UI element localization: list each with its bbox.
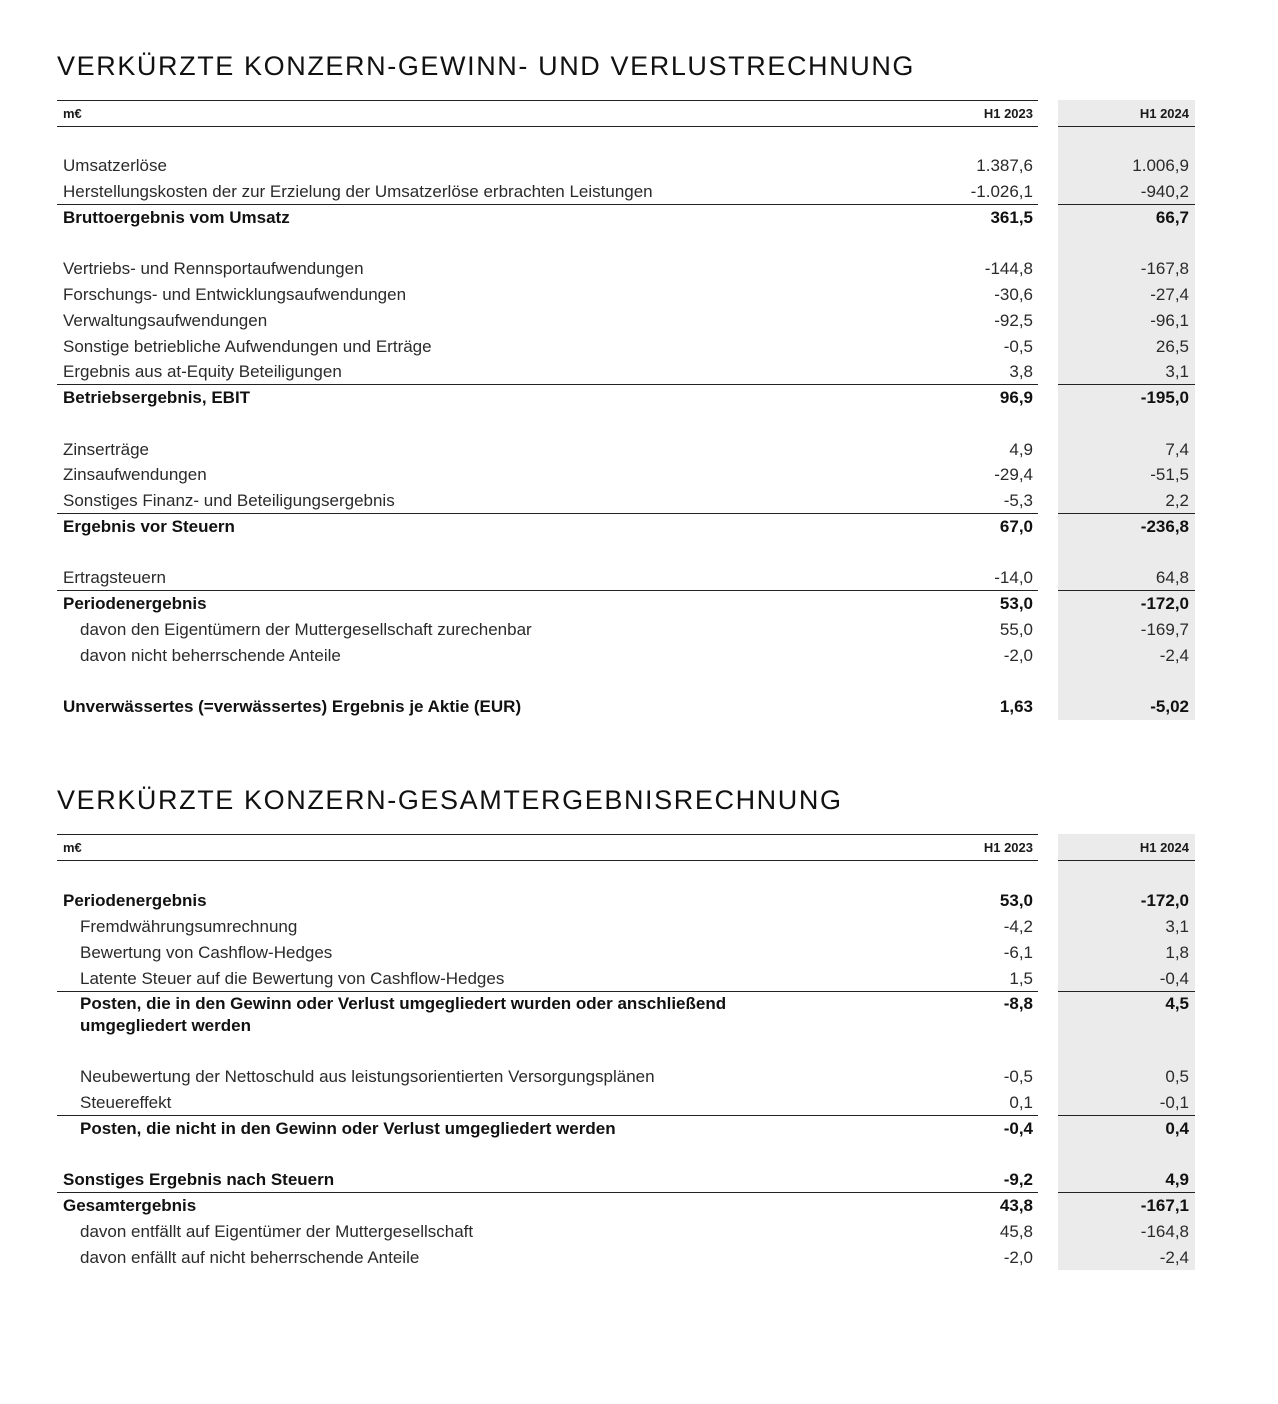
- value-h1-2024: -940,2: [1140, 182, 1189, 201]
- col-header-h1-2024: H1 2024: [1139, 106, 1189, 121]
- subtotal-rule: [57, 204, 1038, 205]
- col-header-h1-2023: H1 2023: [983, 840, 1033, 855]
- row-label: Ertragsteuern: [63, 568, 166, 587]
- table-rule: [57, 834, 1038, 835]
- col-header-h1-2023: H1 2023: [983, 106, 1033, 121]
- value-h1-2024: 3,1: [1165, 917, 1189, 936]
- comprehensive-income-title: VERKÜRZTE KONZERN-GESAMTERGEBNISRECHNUNG: [57, 785, 843, 815]
- value-h1-2024: 66,7: [1155, 208, 1189, 227]
- subtotal-rule: [57, 513, 1038, 514]
- subtotal-rule: [1058, 1192, 1195, 1193]
- value-h1-2023: -1.026,1: [970, 182, 1033, 201]
- value-h1-2023: 361,5: [990, 208, 1033, 227]
- value-h1-2024: 26,5: [1155, 337, 1189, 356]
- value-h1-2023: -8,8: [1003, 994, 1033, 1013]
- value-h1-2024: 7,4: [1165, 440, 1189, 459]
- value-h1-2024: 4,9: [1165, 1170, 1189, 1189]
- value-h1-2024: 0,4: [1165, 1119, 1189, 1138]
- value-h1-2023: -2,0: [1003, 646, 1033, 665]
- value-h1-2023: -0,4: [1003, 1119, 1033, 1138]
- row-label: Ergebnis aus at-Equity Beteiligungen: [63, 362, 342, 381]
- value-h1-2024: 0,5: [1165, 1067, 1189, 1086]
- value-h1-2024: 1.006,9: [1132, 156, 1189, 175]
- subtotal-rule: [1058, 590, 1195, 591]
- row-label: Forschungs- und Entwicklungsaufwendungen: [63, 285, 407, 304]
- subtotal-rule: [57, 1192, 1038, 1193]
- value-h1-2023: -5,3: [1003, 491, 1033, 510]
- value-h1-2024: -172,0: [1140, 594, 1189, 613]
- row-label: Fremdwährungsumrechnung: [80, 917, 298, 936]
- value-h1-2024: 3,1: [1165, 362, 1189, 381]
- value-h1-2024: 4,5: [1165, 994, 1189, 1013]
- subtotal-rule: [57, 384, 1038, 385]
- table-rule: [57, 126, 1038, 127]
- row-label: Latente Steuer auf die Bewertung von Cashflow-Hedges: [80, 969, 505, 988]
- table-rule: [57, 860, 1038, 861]
- row-label: Steuereffekt: [80, 1093, 172, 1112]
- row-label: Posten, die in den Gewinn oder Verlust umgegliedert wurden oder anschließend umgegliedert werden: [80, 994, 727, 1035]
- row-label: davon nicht beherrschende Anteile: [80, 646, 341, 665]
- row-label: Gesamtergebnis: [63, 1196, 197, 1215]
- value-h1-2023: 67,0: [999, 517, 1033, 536]
- col-header-h1-2024: H1 2024: [1139, 840, 1189, 855]
- row-label: Periodenergebnis: [63, 594, 207, 613]
- value-h1-2023: 1.387,6: [976, 156, 1033, 175]
- value-h1-2023: 4,9: [1009, 440, 1033, 459]
- value-h1-2023: -4,2: [1003, 917, 1033, 936]
- value-h1-2024: -5,02: [1150, 697, 1189, 716]
- subtotal-rule: [1058, 384, 1195, 385]
- value-h1-2023: 53,0: [999, 891, 1033, 910]
- value-h1-2024: -51,5: [1150, 465, 1189, 484]
- row-label: Sonstige betriebliche Aufwendungen und Erträge: [63, 337, 432, 356]
- value-h1-2024: -2,4: [1159, 1248, 1189, 1267]
- subtotal-rule: [1058, 1115, 1195, 1116]
- value-h1-2023: 1,63: [999, 697, 1033, 716]
- row-label: Herstellungskosten der zur Erzielung der Umsatzerlöse erbrachten Leistungen: [63, 182, 653, 201]
- value-h1-2023: -9,2: [1003, 1170, 1033, 1189]
- value-h1-2024: 64,8: [1155, 568, 1189, 587]
- value-h1-2023: -144,8: [984, 259, 1033, 278]
- value-h1-2024: -167,8: [1140, 259, 1189, 278]
- subtotal-rule: [1058, 991, 1195, 992]
- row-label: Zinsaufwendungen: [63, 465, 207, 484]
- value-h1-2023: 3,8: [1009, 362, 1033, 381]
- value-h1-2024: -172,0: [1140, 891, 1189, 910]
- row-label: davon den Eigentümern der Muttergesellschaft zurechenbar: [80, 620, 532, 639]
- value-h1-2023: 96,9: [999, 388, 1033, 407]
- row-label: Sonstiges Finanz- und Beteiligungsergebnis: [63, 491, 395, 510]
- value-h1-2024: -164,8: [1140, 1222, 1189, 1241]
- value-h1-2023: 45,8: [999, 1222, 1033, 1241]
- row-label: Vertriebs- und Rennsportaufwendungen: [63, 259, 364, 278]
- row-label: Zinserträge: [63, 440, 149, 459]
- table-rule: [57, 100, 1038, 101]
- unit-header: m€: [63, 106, 82, 121]
- value-h1-2023: -0,5: [1003, 337, 1033, 356]
- row-label: Sonstiges Ergebnis nach Steuern: [63, 1170, 335, 1189]
- value-h1-2023: -92,5: [994, 311, 1033, 330]
- row-label: Umsatzerlöse: [63, 156, 167, 175]
- row-label: Unverwässertes (=verwässertes) Ergebnis je Aktie (EUR): [63, 697, 522, 716]
- value-h1-2024: -169,7: [1140, 620, 1189, 639]
- value-h1-2023: 53,0: [999, 594, 1033, 613]
- value-h1-2023: -0,5: [1003, 1067, 1033, 1086]
- value-h1-2023: -2,0: [1003, 1248, 1033, 1267]
- value-h1-2024: -0,1: [1159, 1093, 1189, 1112]
- value-h1-2024: -27,4: [1150, 285, 1189, 304]
- table-rule: [1058, 126, 1195, 127]
- value-h1-2024: 2,2: [1165, 491, 1189, 510]
- income-statement-title: VERKÜRZTE KONZERN-GEWINN- UND VERLUSTRECHNUNG: [57, 51, 916, 81]
- subtotal-rule: [57, 991, 1038, 992]
- row-label: davon entfällt auf Eigentümer der Muttergesellschaft: [80, 1222, 474, 1241]
- row-label: Periodenergebnis: [63, 891, 207, 910]
- value-h1-2024: -0,4: [1159, 969, 1189, 988]
- subtotal-rule: [57, 590, 1038, 591]
- row-label: Neubewertung der Nettoschuld aus leistungsorientierten Versorgungsplänen: [80, 1067, 655, 1086]
- value-h1-2024: -96,1: [1150, 311, 1189, 330]
- table-rule: [1058, 860, 1195, 861]
- subtotal-rule: [1058, 204, 1195, 205]
- value-h1-2024: 1,8: [1165, 943, 1189, 962]
- row-label: davon enfällt auf nicht beherrschende Anteile: [80, 1248, 420, 1267]
- value-h1-2023: 43,8: [999, 1196, 1033, 1215]
- value-h1-2023: -14,0: [994, 568, 1033, 587]
- value-h1-2023: -29,4: [994, 465, 1033, 484]
- row-label: Bewertung von Cashflow-Hedges: [80, 943, 333, 962]
- value-h1-2023: 55,0: [999, 620, 1033, 639]
- row-label: Posten, die nicht in den Gewinn oder Verlust umgegliedert werden: [80, 1119, 616, 1138]
- value-h1-2024: -167,1: [1140, 1196, 1189, 1215]
- value-h1-2023: -30,6: [994, 285, 1033, 304]
- row-label: Ergebnis vor Steuern: [63, 517, 235, 536]
- subtotal-rule: [57, 1115, 1038, 1116]
- row-label: Bruttoergebnis vom Umsatz: [63, 208, 290, 227]
- value-h1-2024: -2,4: [1159, 646, 1189, 665]
- value-h1-2024: -195,0: [1140, 388, 1189, 407]
- row-label: Betriebsergebnis, EBIT: [63, 388, 251, 407]
- subtotal-rule: [1058, 513, 1195, 514]
- value-h1-2023: 0,1: [1009, 1093, 1033, 1112]
- value-h1-2023: 1,5: [1009, 969, 1033, 988]
- value-h1-2024: -236,8: [1140, 517, 1189, 536]
- value-h1-2023: -6,1: [1003, 943, 1033, 962]
- row-label: Verwaltungsaufwendungen: [63, 311, 268, 330]
- unit-header: m€: [63, 840, 82, 855]
